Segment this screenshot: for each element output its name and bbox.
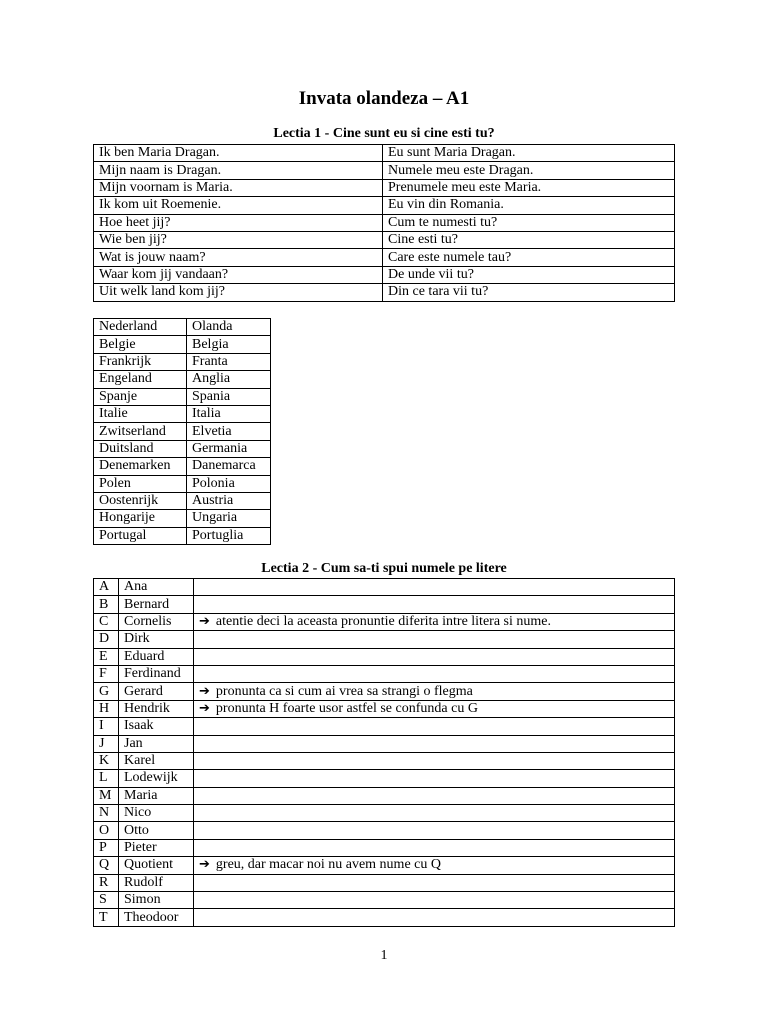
table-row — [94, 336, 271, 353]
table-row — [94, 683, 675, 700]
table-row — [94, 249, 675, 266]
table-row — [94, 770, 675, 787]
name-cell: Jan — [119, 735, 194, 752]
table-row — [94, 319, 271, 336]
name-cell: Nico — [119, 805, 194, 822]
romanian-country: Polonia — [187, 475, 271, 492]
romanian-phrase: Cum te numesti tu? — [383, 214, 675, 231]
name-cell: Bernard — [119, 596, 194, 613]
letter-cell: B — [94, 596, 119, 613]
note-cell — [194, 665, 675, 682]
romanian-phrase: De unde vii tu? — [383, 266, 675, 283]
dutch-country: Belgie — [94, 336, 187, 353]
romanian-phrase: Care este numele tau? — [383, 249, 675, 266]
note-cell — [194, 805, 675, 822]
table-row — [94, 231, 675, 248]
table-row — [94, 631, 675, 648]
dutch-phrase: Wie ben jij? — [94, 231, 383, 248]
name-cell: Karel — [119, 752, 194, 769]
romanian-country: Ungaria — [187, 510, 271, 527]
dutch-country: Spanje — [94, 388, 187, 405]
letter-cell: J — [94, 735, 119, 752]
romanian-country: Olanda — [187, 319, 271, 336]
table-row — [94, 405, 271, 422]
note-text: pronunta H foarte usor astfel se confunda cu G — [215, 700, 478, 716]
romanian-country: Italia — [187, 405, 271, 422]
letter-cell: L — [94, 770, 119, 787]
table-row — [94, 353, 271, 370]
arrow-right-icon: ➔ — [199, 683, 210, 699]
lesson2-heading: Lectia 2 - Cum sa-ti spui numele pe litere — [261, 561, 507, 576]
table-row — [94, 700, 675, 717]
table-row — [94, 805, 675, 822]
table-row — [94, 179, 675, 196]
table-row — [94, 510, 271, 527]
name-cell: Eduard — [119, 648, 194, 665]
name-cell: Theodoor — [119, 909, 194, 926]
name-cell: Otto — [119, 822, 194, 839]
letter-cell: D — [94, 631, 119, 648]
note-text: greu, dar macar noi nu avem nume cu Q — [215, 857, 441, 873]
dutch-country: Polen — [94, 475, 187, 492]
romanian-country: Danemarca — [187, 458, 271, 475]
name-cell: Pieter — [119, 839, 194, 856]
romanian-country: Franta — [187, 353, 271, 370]
letter-cell: P — [94, 839, 119, 856]
table-row — [94, 440, 271, 457]
note-text: atentie deci la aceasta pronuntie diferita intre litera si nume. — [215, 613, 551, 629]
table-row — [94, 197, 675, 214]
page-title: Invata olandeza – A1 — [298, 88, 470, 109]
letter-cell: H — [94, 700, 119, 717]
arrow-right-icon: ➔ — [199, 857, 210, 873]
letter-cell: G — [94, 683, 119, 700]
dutch-country: Zwitserland — [94, 423, 187, 440]
name-cell: Gerard — [119, 683, 194, 700]
dutch-phrase: Ik ben Maria Dragan. — [94, 145, 383, 162]
dutch-country: Duitsland — [94, 440, 187, 457]
dutch-country: Denemarken — [94, 458, 187, 475]
table-row — [94, 214, 675, 231]
letter-cell: M — [94, 787, 119, 804]
name-cell: Quotient — [119, 857, 194, 874]
note-cell — [194, 752, 675, 769]
note-cell — [194, 631, 675, 648]
table-row — [94, 665, 675, 682]
page-number: 1 — [380, 948, 388, 963]
romanian-phrase: Cine esti tu? — [383, 231, 675, 248]
note-cell — [194, 683, 675, 700]
table-row — [94, 527, 271, 544]
table-row — [94, 266, 675, 283]
name-cell: Cornelis — [119, 613, 194, 630]
table-row — [94, 458, 271, 475]
note-cell — [194, 892, 675, 909]
lesson1-heading: Lectia 1 - Cine sunt eu si cine esti tu? — [273, 126, 495, 141]
note-cell — [194, 700, 675, 717]
note-cell — [194, 909, 675, 926]
note-cell — [194, 874, 675, 891]
name-cell: Lodewijk — [119, 770, 194, 787]
romanian-phrase: Prenumele meu este Maria. — [383, 179, 675, 196]
arrow-right-icon: ➔ — [199, 700, 210, 716]
table-row — [94, 492, 271, 509]
table-row — [94, 909, 675, 926]
table-row — [94, 752, 675, 769]
letter-cell: K — [94, 752, 119, 769]
table-row — [94, 839, 675, 856]
dutch-country: Portugal — [94, 527, 187, 544]
alphabet-table — [93, 578, 675, 927]
countries-table — [93, 318, 271, 545]
table-row — [94, 613, 675, 630]
romanian-country: Belgia — [187, 336, 271, 353]
table-row — [94, 857, 675, 874]
letter-cell: N — [94, 805, 119, 822]
letter-cell: Q — [94, 857, 119, 874]
table-row — [94, 874, 675, 891]
note-cell — [194, 735, 675, 752]
dutch-country: Oostenrijk — [94, 492, 187, 509]
letter-cell: F — [94, 665, 119, 682]
table-row — [94, 718, 675, 735]
dutch-country: Engeland — [94, 371, 187, 388]
dutch-country: Nederland — [94, 319, 187, 336]
table-row — [94, 284, 675, 301]
name-cell: Rudolf — [119, 874, 194, 891]
dutch-phrase: Uit welk land kom jij? — [94, 284, 383, 301]
name-cell: Maria — [119, 787, 194, 804]
table-row — [94, 648, 675, 665]
dutch-phrase: Ik kom uit Roemenie. — [94, 197, 383, 214]
name-cell: Isaak — [119, 718, 194, 735]
romanian-phrase: Eu vin din Romania. — [383, 197, 675, 214]
table-row — [94, 596, 675, 613]
table-row — [94, 388, 271, 405]
dutch-country: Hongarije — [94, 510, 187, 527]
note-cell — [194, 770, 675, 787]
table-row — [94, 822, 675, 839]
table-row — [94, 162, 675, 179]
dutch-phrase: Wat is jouw naam? — [94, 249, 383, 266]
letter-cell: E — [94, 648, 119, 665]
table-row — [94, 892, 675, 909]
note-cell — [194, 579, 675, 596]
dutch-country: Italie — [94, 405, 187, 422]
dutch-phrase: Mijn naam is Dragan. — [94, 162, 383, 179]
name-cell: Dirk — [119, 631, 194, 648]
romanian-country: Anglia — [187, 371, 271, 388]
romanian-country: Portuglia — [187, 527, 271, 544]
letter-cell: A — [94, 579, 119, 596]
romanian-phrase: Din ce tara vii tu? — [383, 284, 675, 301]
table-row — [94, 423, 271, 440]
table-row — [94, 371, 271, 388]
dutch-country: Frankrijk — [94, 353, 187, 370]
dutch-phrase: Waar kom jij vandaan? — [94, 266, 383, 283]
lesson1-phrase-table — [93, 144, 675, 302]
letter-cell: C — [94, 613, 119, 630]
table-row — [94, 145, 675, 162]
romanian-phrase: Numele meu este Dragan. — [383, 162, 675, 179]
note-cell — [194, 787, 675, 804]
dutch-phrase: Mijn voornam is Maria. — [94, 179, 383, 196]
note-cell — [194, 857, 675, 874]
arrow-right-icon: ➔ — [199, 613, 210, 629]
note-cell — [194, 839, 675, 856]
romanian-country: Spania — [187, 388, 271, 405]
table-row — [94, 475, 271, 492]
name-cell: Hendrik — [119, 700, 194, 717]
letter-cell: T — [94, 909, 119, 926]
romanian-country: Germania — [187, 440, 271, 457]
table-row — [94, 579, 675, 596]
romanian-country: Elvetia — [187, 423, 271, 440]
letter-cell: S — [94, 892, 119, 909]
note-cell — [194, 613, 675, 630]
note-cell — [194, 718, 675, 735]
table-row — [94, 735, 675, 752]
romanian-country: Austria — [187, 492, 271, 509]
name-cell: Simon — [119, 892, 194, 909]
table-row — [94, 787, 675, 804]
letter-cell: O — [94, 822, 119, 839]
note-cell — [194, 822, 675, 839]
note-text: pronunta ca si cum ai vrea sa strangi o flegma — [215, 683, 473, 699]
romanian-phrase: Eu sunt Maria Dragan. — [383, 145, 675, 162]
name-cell: Ana — [119, 579, 194, 596]
note-cell — [194, 596, 675, 613]
letter-cell: I — [94, 718, 119, 735]
letter-cell: R — [94, 874, 119, 891]
dutch-phrase: Hoe heet jij? — [94, 214, 383, 231]
note-cell — [194, 648, 675, 665]
name-cell: Ferdinand — [119, 665, 194, 682]
